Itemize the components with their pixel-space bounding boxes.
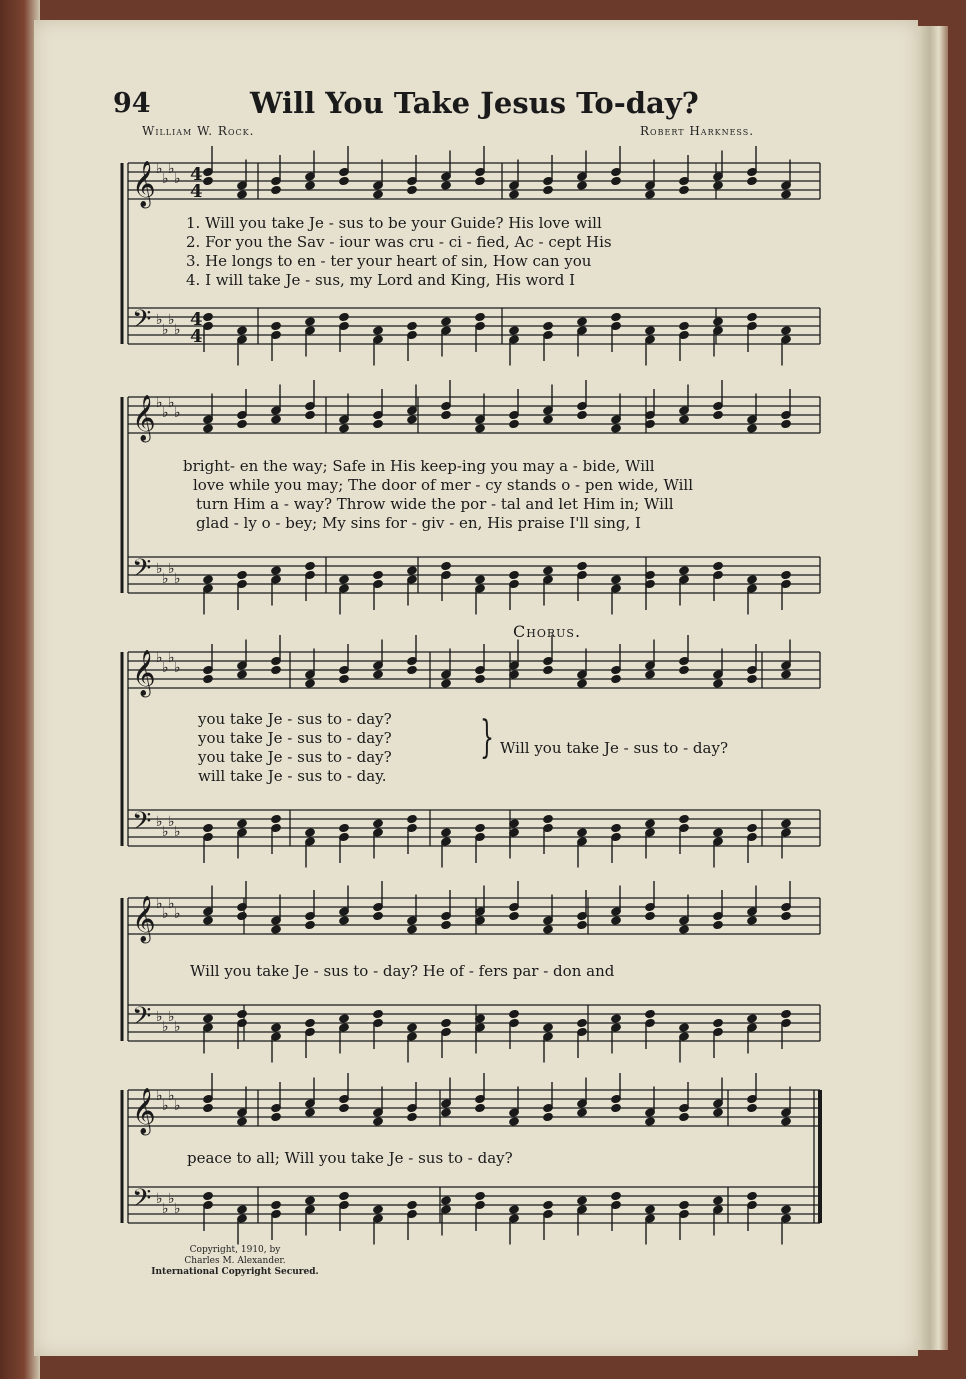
note-head xyxy=(237,1009,248,1018)
note-head xyxy=(509,326,520,335)
note-head xyxy=(645,1205,656,1214)
note-head xyxy=(509,1117,520,1126)
note-head xyxy=(271,925,282,934)
note-head xyxy=(339,1191,350,1200)
note-head xyxy=(713,1108,724,1117)
note-head xyxy=(611,1014,622,1023)
note-head xyxy=(645,819,656,828)
note-head xyxy=(305,410,316,419)
note-head xyxy=(441,1018,452,1027)
bass-clef-icon: 𝄢 xyxy=(132,554,152,589)
note-head xyxy=(339,674,350,683)
note-head xyxy=(543,1112,554,1121)
flat-icon: ♭ xyxy=(156,1088,163,1104)
flat-icon: ♭ xyxy=(168,395,175,411)
note-head xyxy=(441,317,452,326)
bass-clef-icon: 𝄢 xyxy=(132,305,152,340)
note-head xyxy=(475,424,486,433)
note-head xyxy=(509,190,520,199)
lyric-verse4-line1: 4. I will take Je - sus, my Lord and King, His word I xyxy=(186,271,576,289)
note-head xyxy=(713,410,724,419)
note-head xyxy=(645,670,656,679)
note-head xyxy=(271,321,282,330)
note-head xyxy=(577,828,588,837)
note-head xyxy=(475,176,486,185)
note-head xyxy=(543,566,554,575)
flat-icon: ♭ xyxy=(168,814,175,830)
note-head xyxy=(577,679,588,688)
note-head xyxy=(679,415,690,424)
treble-clef-icon: 𝄞 xyxy=(132,650,156,696)
bass-clef-icon: 𝄢 xyxy=(132,1002,152,1037)
note-head xyxy=(373,1009,384,1018)
note-head xyxy=(679,321,690,330)
flat-icon: ♭ xyxy=(162,824,169,840)
note-head xyxy=(679,1112,690,1121)
note-head xyxy=(271,1023,282,1032)
time-signature: 4 xyxy=(190,181,203,202)
note-head xyxy=(679,814,690,823)
treble-clef-icon: 𝄞 xyxy=(132,395,156,441)
note-head xyxy=(713,317,724,326)
note-head xyxy=(203,916,214,925)
flat-icon: ♭ xyxy=(174,405,181,421)
note-head xyxy=(407,566,418,575)
note-head xyxy=(611,674,622,683)
flat-icon: ♭ xyxy=(174,824,181,840)
flat-icon: ♭ xyxy=(156,561,163,577)
note-head xyxy=(781,326,792,335)
note-head xyxy=(305,181,316,190)
flat-icon: ♭ xyxy=(168,650,175,666)
bass-clef-icon: 𝄢 xyxy=(132,807,152,842)
note-head xyxy=(373,819,384,828)
note-head xyxy=(237,670,248,679)
note-head xyxy=(645,190,656,199)
lyric-chorus-verse2: you take Je - sus to - day? xyxy=(198,729,392,747)
note-head xyxy=(747,1103,758,1112)
note-head xyxy=(441,679,452,688)
note-head xyxy=(781,1009,792,1018)
note-head xyxy=(577,181,588,190)
note-head xyxy=(747,1014,758,1023)
chorus-label: Chorus. xyxy=(513,622,582,641)
note-head xyxy=(237,1205,248,1214)
lyric-verse1-line1: 1. Will you take Je - sus to be your Guide? His love will xyxy=(186,214,602,232)
note-head xyxy=(577,1108,588,1117)
note-head xyxy=(441,410,452,419)
note-head xyxy=(373,326,384,335)
note-head xyxy=(373,419,384,428)
note-head xyxy=(577,1196,588,1205)
copyright-notice xyxy=(150,1245,320,1278)
flat-icon: ♭ xyxy=(168,312,175,328)
note-head xyxy=(781,570,792,579)
note-head xyxy=(339,312,350,321)
note-head xyxy=(305,1196,316,1205)
treble-clef-icon: 𝄞 xyxy=(132,896,156,942)
note-head xyxy=(475,575,486,584)
note-head xyxy=(305,679,316,688)
lyric-system5: peace to all; Will you take Je - sus to - day? xyxy=(187,1149,513,1167)
note-head xyxy=(713,1018,724,1027)
note-head xyxy=(271,814,282,823)
flat-icon: ♭ xyxy=(168,1088,175,1104)
note-head xyxy=(577,920,588,929)
note-head xyxy=(339,1014,350,1023)
flat-icon: ♭ xyxy=(162,1098,169,1114)
note-head xyxy=(203,176,214,185)
note-head xyxy=(271,185,282,194)
note-head xyxy=(407,415,418,424)
note-head xyxy=(713,181,724,190)
note-head xyxy=(577,410,588,419)
time-signature: 4 xyxy=(190,164,203,185)
note-head xyxy=(543,321,554,330)
treble-clef-icon: 𝄞 xyxy=(132,1088,156,1134)
lyric-chorus-verse3: you take Je - sus to - day? xyxy=(198,748,392,766)
hymn-title: Will You Take Jesus To-day? xyxy=(250,86,699,120)
note-head xyxy=(747,1191,758,1200)
note-head xyxy=(271,1112,282,1121)
flat-icon: ♭ xyxy=(168,561,175,577)
time-signature: 4 xyxy=(190,309,203,330)
note-head xyxy=(237,819,248,828)
note-head xyxy=(203,1191,214,1200)
note-head xyxy=(577,1018,588,1027)
note-head xyxy=(271,415,282,424)
note-head xyxy=(305,920,316,929)
note-head xyxy=(203,424,214,433)
note-head xyxy=(441,561,452,570)
note-head xyxy=(339,823,350,832)
flat-icon: ♭ xyxy=(162,571,169,587)
lyric-chorus-verse1: you take Je - sus to - day? xyxy=(198,710,392,728)
note-head xyxy=(407,1112,418,1121)
flat-icon: ♭ xyxy=(174,906,181,922)
note-head xyxy=(305,1108,316,1117)
note-head xyxy=(543,925,554,934)
note-head xyxy=(237,570,248,579)
note-head xyxy=(747,424,758,433)
note-head xyxy=(713,1196,724,1205)
note-head xyxy=(305,1018,316,1027)
lyric-verse1-line2: bright- en the way; Safe in His keep-ing you may a - bide, Will xyxy=(183,457,655,475)
note-head xyxy=(747,823,758,832)
flat-icon: ♭ xyxy=(168,1009,175,1025)
note-head xyxy=(611,424,622,433)
note-head xyxy=(713,920,724,929)
flat-icon: ♭ xyxy=(168,161,175,177)
note-head xyxy=(339,916,350,925)
note-head xyxy=(747,575,758,584)
note-head xyxy=(577,317,588,326)
note-head xyxy=(305,561,316,570)
note-head xyxy=(713,679,724,688)
note-head xyxy=(271,665,282,674)
note-head xyxy=(373,190,384,199)
note-head xyxy=(679,665,690,674)
note-head xyxy=(407,925,418,934)
note-head xyxy=(203,312,214,321)
note-head xyxy=(373,1205,384,1214)
flat-icon: ♭ xyxy=(156,1191,163,1207)
note-head xyxy=(781,670,792,679)
note-head xyxy=(441,1108,452,1117)
note-head xyxy=(203,1014,214,1023)
note-head xyxy=(373,670,384,679)
note-head xyxy=(475,1103,486,1112)
copyright-line-2: Charles M. Alexander. xyxy=(184,1256,286,1266)
lyric-verse3-line1: 3. He longs to en - ter your heart of sin, How can you xyxy=(186,252,592,270)
note-head xyxy=(237,190,248,199)
lyric-verse3-line2: turn Him a - way? Throw wide the por - tal and let Him in; Will xyxy=(196,495,674,513)
note-head xyxy=(407,665,418,674)
note-head xyxy=(441,181,452,190)
note-head xyxy=(645,1117,656,1126)
lyric-chorus-refrain: Will you take Je - sus to - day? xyxy=(500,739,728,757)
note-head xyxy=(475,1191,486,1200)
note-head xyxy=(679,566,690,575)
note-head xyxy=(509,419,520,428)
flat-icon: ♭ xyxy=(174,571,181,587)
note-head xyxy=(509,570,520,579)
note-head xyxy=(237,1117,248,1126)
lyric-system4: Will you take Je - sus to - day? He of - fers par - don and xyxy=(190,962,615,980)
note-head xyxy=(679,1200,690,1209)
flat-icon: ♭ xyxy=(174,1019,181,1035)
note-head xyxy=(339,575,350,584)
lyric-verse2-line2: love while you may; The door of mer - cy stands o - pen wide, Will xyxy=(193,476,694,494)
note-head xyxy=(747,312,758,321)
note-head xyxy=(407,321,418,330)
note-head xyxy=(373,911,384,920)
note-head xyxy=(441,920,452,929)
lyricist-credit: William W. Rock. xyxy=(142,124,255,138)
hymn-number: 94 xyxy=(113,88,151,119)
note-head xyxy=(747,916,758,925)
flat-icon: ♭ xyxy=(174,660,181,676)
note-head xyxy=(645,1009,656,1018)
verse-brace: } xyxy=(480,712,494,763)
note-head xyxy=(407,1200,418,1209)
note-head xyxy=(305,828,316,837)
note-head xyxy=(237,911,248,920)
note-head xyxy=(237,419,248,428)
note-head xyxy=(645,326,656,335)
flat-icon: ♭ xyxy=(162,906,169,922)
note-head xyxy=(339,1103,350,1112)
flat-icon: ♭ xyxy=(162,171,169,187)
note-head xyxy=(441,828,452,837)
note-head xyxy=(713,828,724,837)
lyric-verse4-line2: glad - ly o - bey; My sins for - giv - en, His praise I'll sing, I xyxy=(196,514,641,532)
note-head xyxy=(339,424,350,433)
copyright-line-3: International Copyright Secured. xyxy=(151,1267,319,1277)
note-head xyxy=(781,1205,792,1214)
note-head xyxy=(679,925,690,934)
flat-icon: ♭ xyxy=(156,161,163,177)
flat-icon: ♭ xyxy=(162,1019,169,1035)
note-head xyxy=(611,1191,622,1200)
note-head xyxy=(577,561,588,570)
treble-clef-icon: 𝄞 xyxy=(132,161,156,207)
note-head xyxy=(203,823,214,832)
note-head xyxy=(339,176,350,185)
flat-icon: ♭ xyxy=(156,312,163,328)
flat-icon: ♭ xyxy=(174,1098,181,1114)
note-head xyxy=(203,674,214,683)
note-head xyxy=(543,185,554,194)
note-head xyxy=(611,1103,622,1112)
note-head xyxy=(713,561,724,570)
note-head xyxy=(543,814,554,823)
note-head xyxy=(543,665,554,674)
note-head xyxy=(781,911,792,920)
note-head xyxy=(407,1023,418,1032)
copyright-line-1: Copyright, 1910, by xyxy=(189,1245,281,1255)
note-head xyxy=(305,317,316,326)
flat-icon: ♭ xyxy=(156,650,163,666)
flat-icon: ♭ xyxy=(156,1009,163,1025)
flat-icon: ♭ xyxy=(168,1191,175,1207)
note-head xyxy=(679,1023,690,1032)
note-head xyxy=(373,570,384,579)
bass-clef-icon: 𝄢 xyxy=(132,1184,152,1219)
note-head xyxy=(611,916,622,925)
note-head xyxy=(509,1009,520,1018)
note-head xyxy=(543,1200,554,1209)
note-head xyxy=(203,1103,214,1112)
flat-icon: ♭ xyxy=(156,814,163,830)
note-head xyxy=(781,1117,792,1126)
note-head xyxy=(475,674,486,683)
note-head xyxy=(373,1117,384,1126)
note-head xyxy=(271,1200,282,1209)
note-head xyxy=(747,674,758,683)
time-signature: 4 xyxy=(190,326,203,347)
note-head xyxy=(543,1023,554,1032)
note-head xyxy=(509,911,520,920)
flat-icon: ♭ xyxy=(162,1201,169,1217)
note-head xyxy=(781,419,792,428)
note-head xyxy=(611,575,622,584)
lyric-verse2-line1: 2. For you the Sav - iour was cru - ci - fied, Ac - cept His xyxy=(186,233,612,251)
flat-icon: ♭ xyxy=(156,395,163,411)
note-head xyxy=(271,566,282,575)
note-head xyxy=(407,185,418,194)
note-head xyxy=(679,185,690,194)
note-head xyxy=(645,911,656,920)
note-head xyxy=(611,176,622,185)
note-head xyxy=(611,312,622,321)
flat-icon: ♭ xyxy=(174,171,181,187)
note-head xyxy=(475,823,486,832)
flat-icon: ♭ xyxy=(162,660,169,676)
note-head xyxy=(781,190,792,199)
lyric-chorus-verse4: will take Je - sus to - day. xyxy=(198,767,387,785)
flat-icon: ♭ xyxy=(156,896,163,912)
note-head xyxy=(781,819,792,828)
flat-icon: ♭ xyxy=(162,405,169,421)
note-head xyxy=(237,326,248,335)
note-head xyxy=(543,415,554,424)
note-head xyxy=(747,176,758,185)
note-head xyxy=(509,1205,520,1214)
note-head xyxy=(441,1196,452,1205)
note-head xyxy=(611,823,622,832)
note-head xyxy=(407,814,418,823)
flat-icon: ♭ xyxy=(168,896,175,912)
flat-icon: ♭ xyxy=(162,322,169,338)
note-head xyxy=(203,575,214,584)
composer-credit: Robert Harkness. xyxy=(640,124,755,138)
flat-icon: ♭ xyxy=(174,322,181,338)
flat-icon: ♭ xyxy=(174,1201,181,1217)
note-head xyxy=(475,312,486,321)
